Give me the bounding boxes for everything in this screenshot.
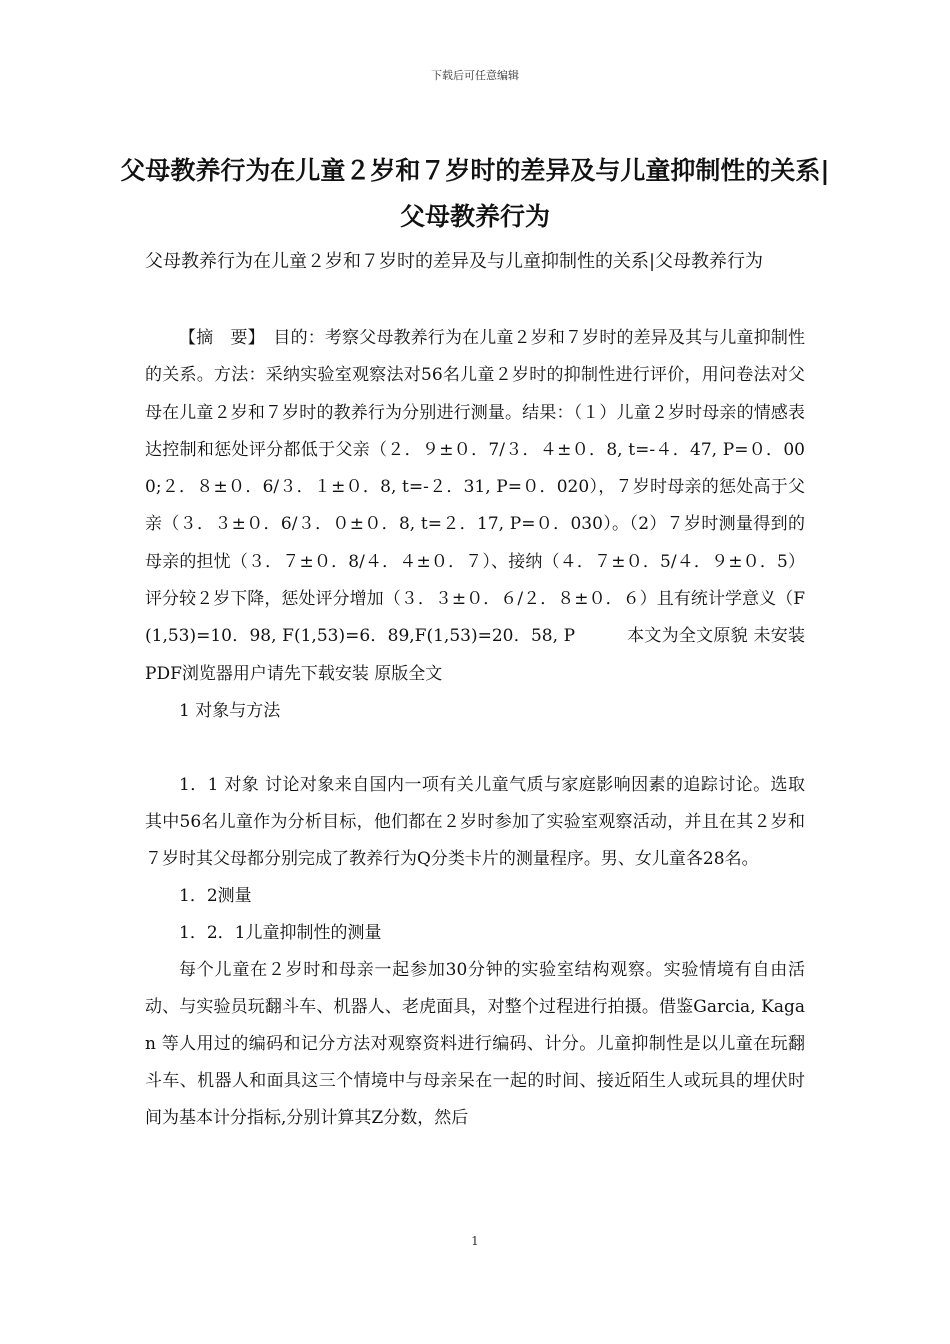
document-subtitle: 父母教养行为在儿童２岁和７岁时的差异及与儿童抑制性的关系|父母教养行为 bbox=[145, 251, 764, 272]
section-heading-measurement: 1．2测量 bbox=[179, 885, 252, 906]
abstract-paragraph: 【摘 要】 目的：考察父母教养行为在儿童２岁和７岁时的差异及其与儿童抑制性的关系。方法：采纳实验室观察法对56名儿童２岁时的抑制性进行评价，用问卷法对父母在儿童２岁和７岁时的教养行为分别进行测量。结果：（１）儿童２岁时母亲的情感表达控制和惩处评分都低于父亲（２．９±０．7/３．４±０．8, t=-４．47, P=０．000;２．８±０．6/３．１±０．8, t=-２．31, P=０．020），７岁时母亲的惩处高于父亲（３．３±０．6/３．０±０．8, t=２．17, P=０．030）。（2）７岁时测量得到的母亲的担忧（３．７±０．8/４．４±０．７）、接纳（４．７±０．5/４．９±０．5）评分较２岁下降，惩处评分增加（３．３±０．６/２．８±０．６）且有统计学意义（F(1,53)=10．98, F(1,53)=6．89,F(1,53)=20．58, P 本文为全文原貌 未安装PDF浏览器用户请先下载安装 原版全文 bbox=[145, 328, 805, 684]
section-heading-methods: 1 对象与方法 bbox=[179, 700, 281, 721]
section-heading-inhibition-measurement: 1．2．1儿童抑制性的测量 bbox=[179, 922, 382, 943]
section-1-2-1-paragraph: 每个儿童在２岁时和母亲一起参加30分钟的实验室结构观察。实验情境有自由活动、与实验员玩翻斗车、机器人、老虎面具，对整个过程进行拍摄。借鉴Garcia, Kagan 等人用过的编码和记分方法对观察资料进行编码、计分。儿童抑制性是以儿童在玩翻斗车、机器人和面具这三个情境中与母亲呆在一起的时间、接近陌生人或玩具的埋伏时间为基本计分指标,分别计算其Z分数，然后 bbox=[145, 959, 805, 1128]
page-header: 下载后可任意编辑 bbox=[431, 69, 519, 82]
page-number: 1 bbox=[471, 1234, 479, 1248]
spacer bbox=[145, 730, 805, 767]
document-title: 父母教养行为在儿童２岁和７岁时的差异及与儿童抑制性的关系|父母教养行为 bbox=[120, 156, 830, 231]
document-body bbox=[145, 320, 805, 1137]
section-1-1-paragraph: 1．1 对象 讨论对象来自国内一项有关儿童气质与家庭影响因素的追踪讨论。选取其中56名儿童作为分析目标，他们都在２岁时参加了实验室观察活动，并且在其２岁和７岁时其父母都分别完成了教养行为Q分类卡片的测量程序。男、女儿童各28名。 bbox=[145, 774, 805, 869]
